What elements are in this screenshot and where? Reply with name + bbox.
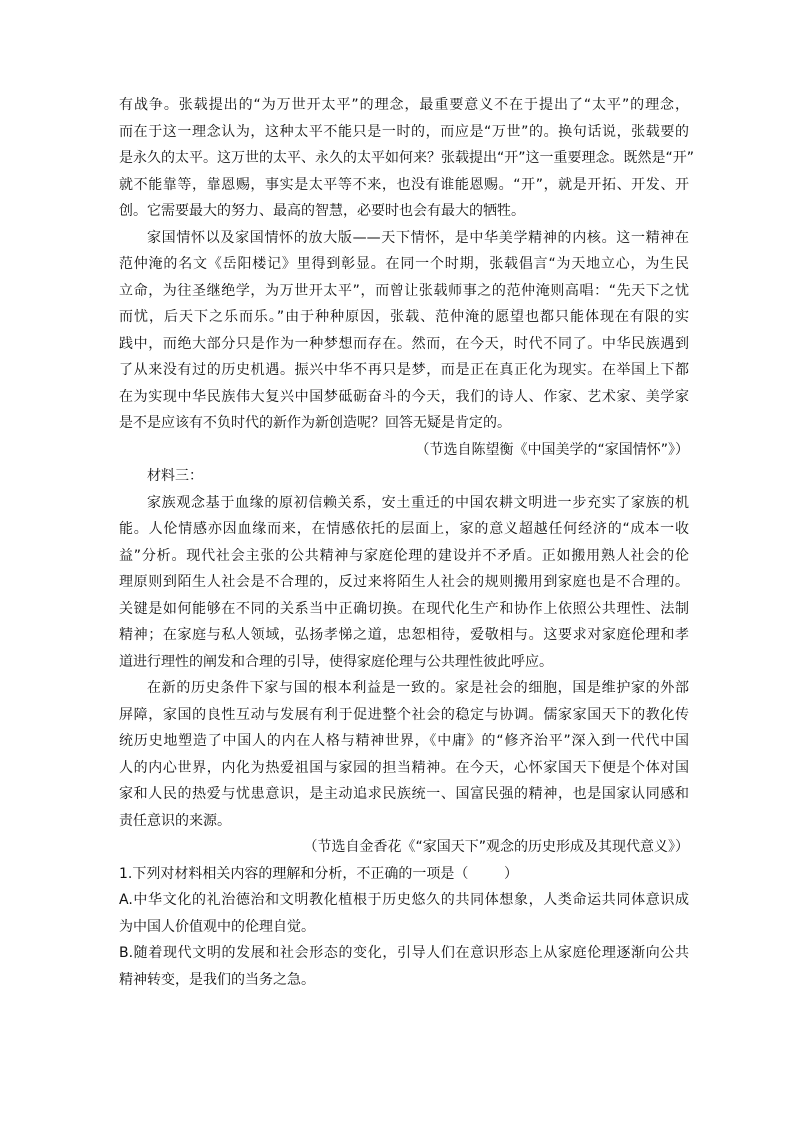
text-line: 道进行理性的阐发和合理的引导，使得家庭伦理与公共理性彼此呼应。	[119, 653, 553, 670]
text-line: 理原则到陌生人社会是不合理的，反过来将陌生人社会的规则搬用到家庭也是不合理的。	[119, 574, 689, 590]
text-line: 在新的历史条件下家与国的根本利益是一致的。家是社会的细胞，国是维护家的外部	[147, 680, 689, 696]
text-line: 家和人民的热爱与忧患意识，是主动追求民族统一、国富民强的精神，也是国家认同感和	[119, 786, 689, 802]
text-line: 了从来没有过的历史机遇。振兴中华不再只是梦，而是正在真正化为现实。在举国上下都	[119, 362, 689, 378]
text-line: 而忧，后天下之乐而乐。”由于种种原因，张载、范仲淹的愿望也都只能体现在有限的实	[119, 309, 689, 325]
text-line: 责任意识的来源。	[119, 812, 231, 829]
text-line: 立命，为往圣继绝学，为万世开太平”，而曾让张载师事之的范仲淹则高唱：“先天下之忧	[119, 282, 689, 299]
text-line: 关键是如何能够在不同的关系当中正确切换。在现代化生产和协作上依照公共理性、法制	[119, 600, 689, 617]
section-heading: 材料三：	[147, 468, 203, 484]
text-line: 在为实现中华民族伟大复兴中国梦砥砺奋斗的今天，我们的诗人、作家、艺术家、美学家	[119, 388, 689, 405]
text-line: 益”分析。现代社会主张的公共精神与家庭伦理的建设并不矛盾。正如搬用熟人社会的伦	[119, 547, 689, 564]
text-line: 屏障，家国的良性互动与发展有利于促进整个社会的稳定与协调。儒家家国天下的教化传	[119, 706, 689, 723]
source-citation: （节选自陈望衡《中国美学的“家国情怀”》）	[415, 441, 689, 458]
question-block	[119, 861, 689, 994]
text-line: 家族观念基于血缘的原初信赖关系，安土重迁的中国农耕文明进一步充实了家族的机	[147, 494, 689, 511]
text-line: 是不是应该有不负时代的新作为新创造呢？回答无疑是肯定的。	[119, 415, 511, 431]
paragraph-2	[119, 225, 689, 437]
text-line: 统历史地塑造了中国人的内在人格与精神世界，《中庸》的“修齐治平”深入到一代代中国	[119, 733, 689, 749]
option-b	[119, 940, 689, 993]
text-line: 创。它需要最大的努力、最高的智慧，必要时也会有最大的牺牲。	[119, 203, 525, 219]
option-line: B.随着现代文明的发展和社会形态的变化，引导人们在意识形态上从家庭伦理逐渐向公共	[119, 945, 689, 961]
text-line: 而在于这一理念认为，这种太平不能只是一时的，而应是“万世”的。换句话说，张载要的	[119, 123, 689, 140]
text-line: 有战争。张载提出的“为万世开太平”的理念，最重要意义不在于提出了“太平”的理念，	[119, 97, 689, 113]
source-citation: （节选自金香花《“家国天下”观念的历史形成及其现代意义》）	[303, 839, 689, 855]
question-stem: 1.下列对材料相关内容的理解和分析，不正确的一项是（ ）	[119, 865, 518, 882]
text-line: 人的内心世界，内化为热爱祖国与家园的担当精神。在今天，心怀家国天下便是个体对国	[119, 759, 689, 776]
document-page	[119, 92, 695, 993]
paragraph-3	[119, 490, 689, 676]
option-line: A.中华文化的礼治德治和文明教化植根于历史悠久的共同体想象，人类命运共同体意识成	[119, 892, 689, 908]
paragraph-1	[119, 92, 695, 225]
text-line: 精神；在家庭与私人领域，弘扬孝悌之道，忠恕相待，爱敬相与。这要求对家庭伦理和孝	[119, 627, 689, 643]
text-line: 范仲淹的名文《岳阳楼记》里得到彰显。在同一个时期，张载倡言“为天地立心，为生民	[119, 256, 689, 272]
paragraph-4	[119, 675, 689, 834]
text-line: 家国情怀以及家国情怀的放大版——天下情怀，是中华美学精神的内核。这一精神在	[147, 229, 689, 246]
option-line: 为中国人价值观中的伦理自觉。	[119, 918, 315, 935]
text-line: 能。人伦情感亦因血缘而来，在情感依托的层面上，家的意义超越任何经济的“成本一收	[119, 521, 689, 537]
text-line: 践中，而绝大部分只是作为一种梦想而存在。然而，在今天，时代不同了。中华民族遇到	[119, 335, 689, 352]
option-a	[119, 887, 689, 940]
text-line: 是永久的太平。这万世的太平、永久的太平如何来？张载提出“开”这一重要理念。既然是“开”	[119, 150, 695, 166]
text-line: 就不能靠等，靠恩赐，事实是太平等不来，也没有谁能恩赐。“开”，就是开拓、开发、开	[119, 176, 689, 193]
option-line: 精神转变，是我们的当务之急。	[119, 971, 315, 988]
